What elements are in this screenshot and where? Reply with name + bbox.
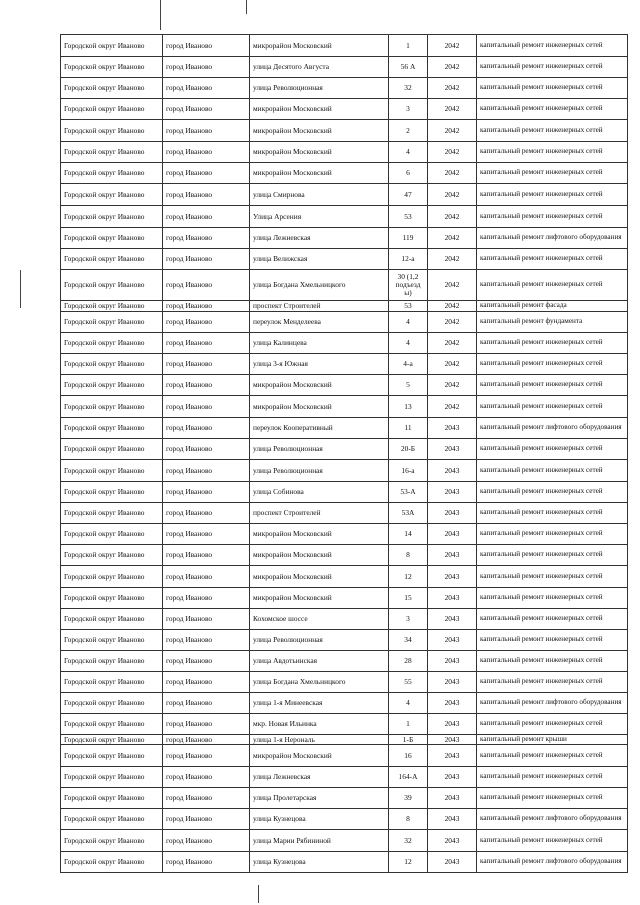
okrug-cell: Городской округ Иваново [61,651,163,672]
work-type-cell: капитальный ремонт инженерных сетей [477,78,628,99]
year-cell: 2042 [428,396,477,418]
table-row [61,460,628,482]
house-number-cell: 39 [389,788,428,809]
okrug-cell: Городской округ Иваново [61,830,163,852]
year-cell: 2043 [428,566,477,588]
street-cell: Улица Арсения [250,206,389,228]
house-number-cell: 164-А [389,767,428,788]
street-cell: улица Кузнецова [250,852,389,873]
okrug-cell: Городской округ Иваново [61,609,163,630]
okrug-cell: Городской округ Иваново [61,672,163,693]
work-type-cell: капитальный ремонт фасада [477,301,628,312]
city-cell: город Иваново [163,228,250,249]
year-cell: 2043 [428,439,477,460]
year-cell: 2043 [428,418,477,439]
okrug-cell: Городской округ Иваново [61,163,163,184]
table-row [61,630,628,651]
work-type-cell: капитальный ремонт инженерных сетей [477,439,628,460]
work-type-cell: капитальный ремонт инженерных сетей [477,714,628,735]
table-row [61,99,628,120]
house-number-cell: 34 [389,630,428,651]
city-cell: город Иваново [163,545,250,566]
okrug-cell: Городской округ Иваново [61,142,163,163]
okrug-cell: Городской округ Иваново [61,99,163,120]
table-row [61,503,628,524]
table-row [61,228,628,249]
house-number-cell: 16-а [389,460,428,482]
street-cell: микрорайон Московский [250,163,389,184]
okrug-cell: Городской округ Иваново [61,120,163,142]
table-row [61,184,628,206]
house-number-cell: 4-а [389,354,428,375]
okrug-cell: Городской округ Иваново [61,566,163,588]
city-cell: город Иваново [163,35,250,57]
year-cell: 2043 [428,588,477,609]
year-cell: 2043 [428,788,477,809]
table-row [61,57,628,78]
year-cell: 2043 [428,852,477,873]
table-row [61,735,628,745]
year-cell: 2042 [428,249,477,270]
table-row [61,78,628,99]
table-row [61,439,628,460]
table-row [61,545,628,566]
year-cell: 2042 [428,184,477,206]
table-row [61,163,628,184]
okrug-cell: Городской округ Иваново [61,735,163,745]
street-cell: микрорайон Московский [250,566,389,588]
okrug-cell: Городской округ Иваново [61,588,163,609]
year-cell: 2043 [428,767,477,788]
okrug-cell: Городской округ Иваново [61,270,163,301]
street-cell: улица Богдана Хмельницкого [250,672,389,693]
house-number-cell: 20-Б [389,439,428,460]
okrug-cell: Городской округ Иваново [61,35,163,57]
street-cell: проспект Строителей [250,503,389,524]
year-cell: 2042 [428,99,477,120]
work-type-cell: капитальный ремонт инженерных сетей [477,482,628,503]
table-row [61,142,628,163]
scan-mark-top-right [246,0,247,14]
work-type-cell: капитальный ремонт инженерных сетей [477,524,628,545]
city-cell: город Иваново [163,120,250,142]
work-type-cell: капитальный ремонт лифтового оборудования [477,418,628,439]
work-type-cell: капитальный ремонт инженерных сетей [477,651,628,672]
city-cell: город Иваново [163,78,250,99]
okrug-cell: Городской округ Иваново [61,228,163,249]
work-type-cell: капитальный ремонт инженерных сетей [477,788,628,809]
okrug-cell: Городской округ Иваново [61,809,163,830]
city-cell: город Иваново [163,301,250,312]
year-cell: 2043 [428,830,477,852]
okrug-cell: Городской округ Иваново [61,249,163,270]
year-cell: 2042 [428,270,477,301]
work-type-cell: капитальный ремонт инженерных сетей [477,545,628,566]
year-cell: 2042 [428,301,477,312]
house-number-cell: 12 [389,852,428,873]
house-number-cell: 4 [389,312,428,333]
year-cell: 2042 [428,142,477,163]
work-type-cell: капитальный ремонт инженерных сетей [477,566,628,588]
work-type-cell: капитальный ремонт инженерных сетей [477,249,628,270]
housing-repair-table [60,34,628,873]
work-type-cell: капитальный ремонт инженерных сетей [477,609,628,630]
city-cell: город Иваново [163,809,250,830]
table-row [61,745,628,767]
city-cell: город Иваново [163,609,250,630]
city-cell: город Иваново [163,630,250,651]
okrug-cell: Городской округ Иваново [61,301,163,312]
city-cell: город Иваново [163,270,250,301]
table-row [61,418,628,439]
table-row [61,767,628,788]
house-number-cell: 11 [389,418,428,439]
city-cell: город Иваново [163,312,250,333]
house-number-cell: 5 [389,375,428,396]
okrug-cell: Городской округ Иваново [61,206,163,228]
table-row [61,566,628,588]
city-cell: город Иваново [163,333,250,354]
table-row [61,524,628,545]
house-number-cell: 15 [389,588,428,609]
table-row [61,852,628,873]
house-number-cell: 55 [389,672,428,693]
house-number-cell: 119 [389,228,428,249]
city-cell: город Иваново [163,184,250,206]
work-type-cell: капитальный ремонт инженерных сетей [477,767,628,788]
house-number-cell: 2 [389,120,428,142]
okrug-cell: Городской округ Иваново [61,418,163,439]
table-row [61,333,628,354]
street-cell: микрорайон Московский [250,524,389,545]
year-cell: 2042 [428,163,477,184]
house-number-cell: 32 [389,78,428,99]
table-row [61,301,628,312]
table-row [61,270,628,301]
okrug-cell: Городской округ Иваново [61,354,163,375]
work-type-cell: капитальный ремонт инженерных сетей [477,375,628,396]
work-type-cell: капитальный ремонт инженерных сетей [477,120,628,142]
okrug-cell: Городской округ Иваново [61,852,163,873]
table-row [61,788,628,809]
okrug-cell: Городской округ Иваново [61,57,163,78]
house-number-cell: 12-а [389,249,428,270]
work-type-cell: капитальный ремонт инженерных сетей [477,142,628,163]
house-number-cell: 28 [389,651,428,672]
street-cell: проспект Строителей [250,301,389,312]
city-cell: город Иваново [163,249,250,270]
street-cell: улица 1-я Нерональ [250,735,389,745]
house-number-cell: 14 [389,524,428,545]
year-cell: 2043 [428,609,477,630]
table-row [61,482,628,503]
house-number-cell: 1-Б [389,735,428,745]
okrug-cell: Городской округ Иваново [61,482,163,503]
okrug-cell: Городской округ Иваново [61,439,163,460]
house-number-cell: 3 [389,99,428,120]
street-cell: микрорайон Московский [250,35,389,57]
street-cell: улица Велижская [250,249,389,270]
okrug-cell: Городской округ Иваново [61,503,163,524]
year-cell: 2042 [428,354,477,375]
work-type-cell: капитальный ремонт инженерных сетей [477,503,628,524]
house-number-cell: 47 [389,184,428,206]
work-type-cell: капитальный ремонт инженерных сетей [477,830,628,852]
scan-mark-top-left [160,0,161,30]
house-number-cell: 12 [389,566,428,588]
street-cell: улица Авдотьинская [250,651,389,672]
work-type-cell: капитальный ремонт крыши [477,735,628,745]
city-cell: город Иваново [163,651,250,672]
year-cell: 2043 [428,745,477,767]
table-row [61,354,628,375]
street-cell: улица Кузнецова [250,809,389,830]
work-type-cell: капитальный ремонт лифтового оборудования [477,693,628,714]
city-cell: город Иваново [163,735,250,745]
okrug-cell: Городской округ Иваново [61,545,163,566]
year-cell: 2043 [428,524,477,545]
house-number-cell: 16 [389,745,428,767]
street-cell: Кохомское шоссе [250,609,389,630]
year-cell: 2042 [428,312,477,333]
house-number-cell: 53 [389,301,428,312]
work-type-cell: капитальный ремонт инженерных сетей [477,333,628,354]
work-type-cell: капитальный ремонт инженерных сетей [477,460,628,482]
okrug-cell: Городской округ Иваново [61,693,163,714]
table-row [61,830,628,852]
table-row [61,651,628,672]
table-row [61,672,628,693]
city-cell: город Иваново [163,767,250,788]
work-type-cell: капитальный ремонт лифтового оборудования [477,228,628,249]
work-type-cell: капитальный ремонт инженерных сетей [477,99,628,120]
street-cell: улица Десятого Августа [250,57,389,78]
okrug-cell: Городской округ Иваново [61,767,163,788]
okrug-cell: Городской округ Иваново [61,630,163,651]
year-cell: 2042 [428,206,477,228]
okrug-cell: Городской округ Иваново [61,312,163,333]
city-cell: город Иваново [163,418,250,439]
okrug-cell: Городской округ Иваново [61,524,163,545]
city-cell: город Иваново [163,852,250,873]
street-cell: улица Революционная [250,630,389,651]
street-cell: улица Калинцева [250,333,389,354]
street-cell: переулок Кооперативный [250,418,389,439]
house-number-cell: 1 [389,35,428,57]
street-cell: улица Лежневская [250,767,389,788]
okrug-cell: Городской округ Иваново [61,788,163,809]
street-cell: улица Революционная [250,78,389,99]
street-cell: микрорайон Московский [250,545,389,566]
city-cell: город Иваново [163,588,250,609]
city-cell: город Иваново [163,354,250,375]
table-row [61,312,628,333]
street-cell: улица Пролетарская [250,788,389,809]
street-cell: улица Марии Рябининой [250,830,389,852]
year-cell: 2042 [428,120,477,142]
street-cell: микрорайон Московский [250,396,389,418]
year-cell: 2043 [428,693,477,714]
table-row [61,809,628,830]
city-cell: город Иваново [163,57,250,78]
street-cell: микрорайон Московский [250,142,389,163]
year-cell: 2043 [428,714,477,735]
city-cell: город Иваново [163,439,250,460]
work-type-cell: капитальный ремонт инженерных сетей [477,270,628,301]
house-number-cell: 4 [389,693,428,714]
work-type-cell: капитальный ремонт инженерных сетей [477,206,628,228]
house-number-cell: 8 [389,545,428,566]
year-cell: 2043 [428,482,477,503]
work-type-cell: капитальный ремонт фундамента [477,312,628,333]
table-row [61,588,628,609]
street-cell: улица Лежневская [250,228,389,249]
year-cell: 2042 [428,57,477,78]
work-type-cell: капитальный ремонт лифтового оборудования [477,809,628,830]
table-row [61,120,628,142]
street-cell: улица 3-я Южная [250,354,389,375]
house-number-cell: 53А [389,503,428,524]
street-cell: микрорайон Московский [250,375,389,396]
city-cell: город Иваново [163,142,250,163]
city-cell: город Иваново [163,714,250,735]
street-cell: микрорайон Московский [250,745,389,767]
table-row [61,375,628,396]
okrug-cell: Городской округ Иваново [61,78,163,99]
city-cell: город Иваново [163,693,250,714]
city-cell: город Иваново [163,396,250,418]
okrug-cell: Городской округ Иваново [61,375,163,396]
street-cell: улица Революционная [250,460,389,482]
year-cell: 2042 [428,35,477,57]
year-cell: 2043 [428,630,477,651]
house-number-cell: 3 [389,609,428,630]
street-cell: микрорайон Московский [250,588,389,609]
city-cell: город Иваново [163,99,250,120]
house-number-cell: 13 [389,396,428,418]
house-number-cell: 30 (1,2 подъезд ы) [389,270,428,301]
city-cell: город Иваново [163,566,250,588]
work-type-cell: капитальный ремонт инженерных сетей [477,745,628,767]
year-cell: 2043 [428,809,477,830]
year-cell: 2043 [428,735,477,745]
house-number-cell: 53-А [389,482,428,503]
house-number-cell: 8 [389,809,428,830]
city-cell: город Иваново [163,524,250,545]
house-number-cell: 4 [389,333,428,354]
table-row [61,609,628,630]
year-cell: 2042 [428,375,477,396]
work-type-cell: капитальный ремонт лифтового оборудования [477,852,628,873]
street-cell: улица Богдана Хмельницкого [250,270,389,301]
street-cell: мкр. Новая Ильинка [250,714,389,735]
okrug-cell: Городской округ Иваново [61,714,163,735]
scan-mark-bottom [258,885,259,903]
year-cell: 2043 [428,503,477,524]
house-number-cell: 4 [389,142,428,163]
work-type-cell: капитальный ремонт инженерных сетей [477,588,628,609]
table-row [61,249,628,270]
city-cell: город Иваново [163,206,250,228]
work-type-cell: капитальный ремонт инженерных сетей [477,396,628,418]
year-cell: 2043 [428,545,477,566]
year-cell: 2043 [428,651,477,672]
okrug-cell: Городской округ Иваново [61,745,163,767]
house-number-cell: 6 [389,163,428,184]
table-row [61,693,628,714]
year-cell: 2042 [428,333,477,354]
city-cell: город Иваново [163,788,250,809]
year-cell: 2042 [428,228,477,249]
work-type-cell: капитальный ремонт инженерных сетей [477,35,628,57]
okrug-cell: Городской округ Иваново [61,460,163,482]
street-cell: улица Революционная [250,439,389,460]
table-row [61,396,628,418]
work-type-cell: капитальный ремонт инженерных сетей [477,184,628,206]
scan-mark-left-edge [20,270,21,308]
work-type-cell: капитальный ремонт инженерных сетей [477,57,628,78]
table-body [61,35,628,873]
street-cell: улица 1-я Минеевская [250,693,389,714]
okrug-cell: Городской округ Иваново [61,333,163,354]
street-cell: микрорайон Московский [250,120,389,142]
work-type-cell: капитальный ремонт инженерных сетей [477,354,628,375]
okrug-cell: Городской округ Иваново [61,184,163,206]
house-number-cell: 56 А [389,57,428,78]
city-cell: город Иваново [163,460,250,482]
city-cell: город Иваново [163,830,250,852]
city-cell: город Иваново [163,745,250,767]
year-cell: 2043 [428,460,477,482]
work-type-cell: капитальный ремонт инженерных сетей [477,163,628,184]
street-cell: улица Собинова [250,482,389,503]
city-cell: город Иваново [163,503,250,524]
table-row [61,714,628,735]
work-type-cell: капитальный ремонт инженерных сетей [477,672,628,693]
house-number-cell: 32 [389,830,428,852]
house-number-cell: 1 [389,714,428,735]
city-cell: город Иваново [163,163,250,184]
city-cell: город Иваново [163,375,250,396]
year-cell: 2042 [428,78,477,99]
table-row [61,35,628,57]
street-cell: переулок Менделеева [250,312,389,333]
city-cell: город Иваново [163,482,250,503]
street-cell: микрорайон Московский [250,99,389,120]
work-type-cell: капитальный ремонт инженерных сетей [477,630,628,651]
house-number-cell: 53 [389,206,428,228]
year-cell: 2043 [428,672,477,693]
street-cell: улица Смирнова [250,184,389,206]
table-row [61,206,628,228]
city-cell: город Иваново [163,672,250,693]
okrug-cell: Городской округ Иваново [61,396,163,418]
